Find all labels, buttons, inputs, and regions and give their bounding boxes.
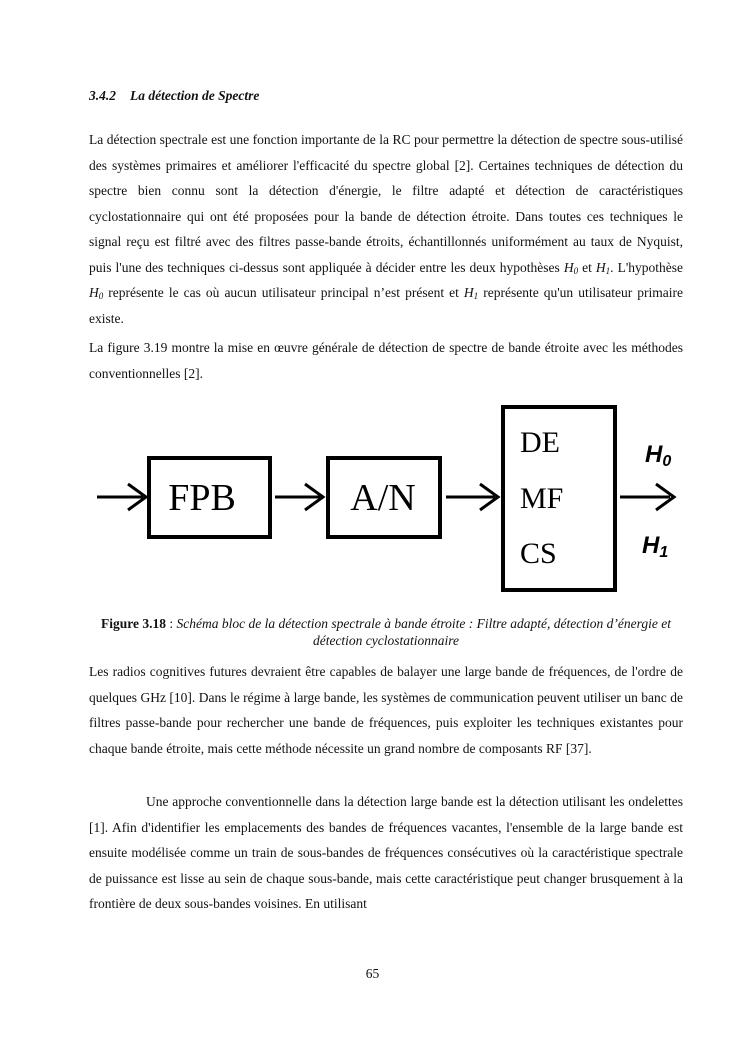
figure-caption-label: Figure 3.18 [101, 616, 166, 631]
paragraph-text: représente le cas où aucun utilisateur principal n’est présent et [103, 285, 464, 300]
math-h1: $H_1$ [595, 259, 611, 276]
section-number: 3.4.2 [89, 88, 116, 103]
output-arrow [620, 484, 674, 510]
output-label-h0: H0 [645, 441, 672, 470]
input-arrow [97, 484, 146, 510]
paragraph-figure-intro: La figure 3.19 montre la mise en œuvre générale de détection de spectre de bande étroite avec les méthodes conventionnelles [2]. [89, 340, 683, 381]
block-fpb-label: FPB [168, 477, 236, 519]
block-detector-line-mf: MF [520, 482, 564, 515]
paragraph-text: La détection spectrale est une fonction importante de la RC pour permettre la détection de spectre sous-utilisé des systèmes primaires et améliorer l'efficacité du spectre global [2]. Certaines techniques de détection du spectre bien connu sont la détection d'énergie, le filtre adapté et détection de caractéristiques cyclostationnaire qui ont été proposées pour la bande de détection étroite. Dans toutes ces techniques le signal reçu est filtré avec des filtres passe-bande étroits, échantillonnés uniformément au taux de Nyquist, puis l'une des techniques ci-dessus sont appliquée à décider entre les deux hypothèses [89, 132, 683, 275]
output-label-h1: H1 [642, 532, 669, 561]
paragraph-wideband-radio: Les radios cognitives futures devraient être capables de balayer une large bande de fréquences, de l'ordre de quelques GHz [10]. Dans le régime à large bande, les systèmes de communication peuvent utiliser un banc de filtres passe-bande pour rechercher une bande de fréquences, puis exploiter les techniques existantes pour chaque bande étroite, mais cette méthode nécessite un grand nombre de composants RF [37]. [89, 664, 683, 756]
math-h0: $H_0$ [563, 259, 579, 276]
figure-caption-text: Schéma bloc de la détection spectrale à bande étroite : Filtre adapté, détection d’énergie et détection cyclostationnaire [176, 616, 671, 648]
paragraph-text: et [578, 259, 596, 275]
math-h0: $H_0$ [89, 285, 104, 301]
block-detector-line-cs: CS [520, 537, 557, 570]
figure-caption-separator: : [166, 616, 177, 631]
paragraph-wavelet-detection: Une approche conventionnelle dans la détection large bande est la détection utilisant les ondelettes [1]. Afin d'identifier les emplacements des bandes de fréquences vacantes, l'ensemble de la large bande est ensuite modélisée comme un train de sous-bandes de fréquences consécutives où la caractéristique spectrale de puissance est lisse au sein de chaque sous-bande, mais cette caractéristique peut changer brusquement à la frontière de deux sous-bandes voisines. En utilisant [89, 794, 683, 911]
arrow-fpb-to-an [275, 484, 323, 510]
figure-caption [89, 615, 683, 649]
page-number: 65 [365, 966, 380, 981]
paragraph-text: . L'hypothèse [610, 259, 683, 275]
paragraph-text: représente qu'un utilisateur primaire existe. [89, 285, 683, 326]
block-detector-line-de: DE [520, 426, 560, 459]
section-title: La détection de Spectre [130, 88, 260, 103]
math-h1: $H_1$ [463, 285, 479, 301]
arrow-an-to-detector [446, 484, 498, 510]
block-an-label: A/N [350, 477, 416, 519]
